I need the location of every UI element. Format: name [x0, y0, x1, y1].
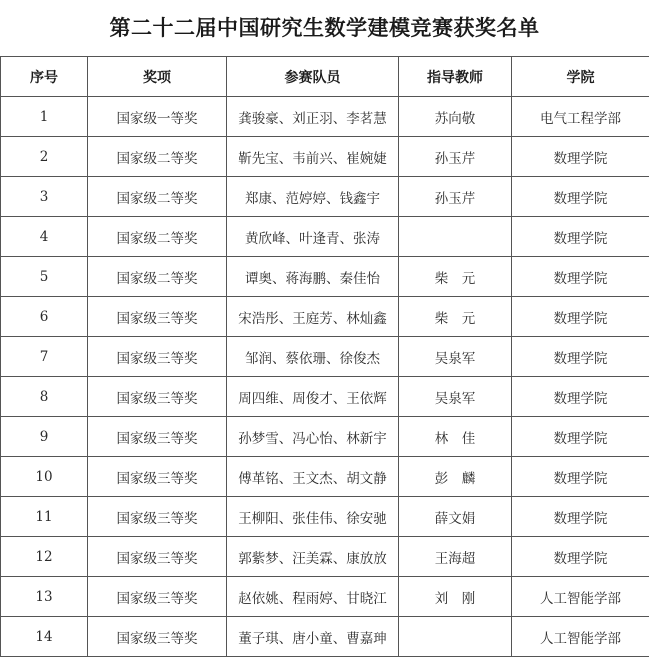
cell-school: 数理学院 — [512, 137, 649, 177]
cell-award: 国家级一等奖 — [88, 97, 227, 137]
cell-members: 龚骏豪、刘正羽、李茗慧 — [227, 97, 399, 137]
table-row — [1, 417, 649, 457]
cell-advisor — [399, 617, 512, 657]
cell-school: 数理学院 — [512, 537, 649, 577]
cell-no: 5 — [1, 257, 88, 297]
cell-members: 赵依姚、程雨婷、甘晓江 — [227, 577, 399, 617]
cell-advisor: 林 佳 — [399, 417, 512, 457]
cell-no: 14 — [1, 617, 88, 657]
header-school: 学院 — [512, 57, 649, 97]
cell-award: 国家级三等奖 — [88, 457, 227, 497]
cell-advisor — [399, 217, 512, 257]
cell-award: 国家级二等奖 — [88, 177, 227, 217]
cell-advisor: 孙玉芹 — [399, 177, 512, 217]
cell-members: 孙梦雪、冯心怡、林新宇 — [227, 417, 399, 457]
table-row — [1, 137, 649, 177]
table-row — [1, 537, 649, 577]
table-row — [1, 97, 649, 137]
table-row — [1, 337, 649, 377]
cell-award: 国家级三等奖 — [88, 297, 227, 337]
cell-advisor: 吴泉军 — [399, 337, 512, 377]
cell-advisor: 苏向敬 — [399, 97, 512, 137]
cell-advisor: 柴 元 — [399, 257, 512, 297]
cell-advisor: 彭 麟 — [399, 457, 512, 497]
cell-no: 3 — [1, 177, 88, 217]
cell-no: 12 — [1, 537, 88, 577]
cell-no: 1 — [1, 97, 88, 137]
cell-school: 数理学院 — [512, 257, 649, 297]
header-members: 参赛队员 — [227, 57, 399, 97]
cell-members: 傅革铭、王文杰、胡文静 — [227, 457, 399, 497]
table-row — [1, 177, 649, 217]
cell-members: 宋浩彤、王庭芳、林灿鑫 — [227, 297, 399, 337]
table-row — [1, 577, 649, 617]
cell-advisor: 孙玉芹 — [399, 137, 512, 177]
document-title: 第二十二届中国研究生数学建模竞赛获奖名单 — [109, 15, 540, 40]
cell-school: 数理学院 — [512, 297, 649, 337]
table-row — [1, 257, 649, 297]
cell-no: 10 — [1, 457, 88, 497]
cell-members: 黄欣峰、叶逢青、张涛 — [227, 217, 399, 257]
cell-school: 数理学院 — [512, 337, 649, 377]
cell-award: 国家级三等奖 — [88, 337, 227, 377]
cell-award: 国家级二等奖 — [88, 137, 227, 177]
cell-advisor: 吴泉军 — [399, 377, 512, 417]
cell-award: 国家级三等奖 — [88, 497, 227, 537]
cell-members: 谭奥、蒋海鹏、秦佳怡 — [227, 257, 399, 297]
cell-members: 郑康、范婷婷、钱鑫宇 — [227, 177, 399, 217]
cell-school: 数理学院 — [512, 497, 649, 537]
cell-school: 数理学院 — [512, 417, 649, 457]
cell-no: 11 — [1, 497, 88, 537]
cell-advisor: 柴 元 — [399, 297, 512, 337]
cell-award: 国家级二等奖 — [88, 257, 227, 297]
cell-members: 王柳阳、张佳伟、徐安驰 — [227, 497, 399, 537]
header-award: 奖项 — [88, 57, 227, 97]
cell-award: 国家级二等奖 — [88, 217, 227, 257]
header-advisor: 指导教师 — [399, 57, 512, 97]
cell-school: 电气工程学部 — [512, 97, 649, 137]
header-no: 序号 — [1, 57, 88, 97]
cell-advisor: 刘 刚 — [399, 577, 512, 617]
cell-no: 8 — [1, 377, 88, 417]
cell-award: 国家级三等奖 — [88, 577, 227, 617]
table-header-row — [1, 57, 649, 97]
cell-school: 人工智能学部 — [512, 617, 649, 657]
cell-advisor: 王海超 — [399, 537, 512, 577]
cell-school: 数理学院 — [512, 457, 649, 497]
cell-award: 国家级三等奖 — [88, 537, 227, 577]
cell-members: 靳先宝、韦前兴、崔婉婕 — [227, 137, 399, 177]
cell-no: 9 — [1, 417, 88, 457]
cell-no: 4 — [1, 217, 88, 257]
cell-members: 郭紫梦、汪美霖、康放放 — [227, 537, 399, 577]
table-row — [1, 497, 649, 537]
cell-school: 数理学院 — [512, 177, 649, 217]
cell-no: 13 — [1, 577, 88, 617]
cell-school: 人工智能学部 — [512, 577, 649, 617]
cell-award: 国家级三等奖 — [88, 617, 227, 657]
cell-school: 数理学院 — [512, 377, 649, 417]
table-row — [1, 617, 649, 657]
table-row — [1, 217, 649, 257]
awards-table — [0, 56, 649, 657]
cell-no: 6 — [1, 297, 88, 337]
cell-members: 周四维、周俊才、王依辉 — [227, 377, 399, 417]
cell-award: 国家级三等奖 — [88, 377, 227, 417]
table-row — [1, 457, 649, 497]
cell-no: 2 — [1, 137, 88, 177]
cell-no: 7 — [1, 337, 88, 377]
cell-school: 数理学院 — [512, 217, 649, 257]
cell-advisor: 薛文娟 — [399, 497, 512, 537]
cell-award: 国家级三等奖 — [88, 417, 227, 457]
cell-members: 董子琪、唐小童、曹嘉珅 — [227, 617, 399, 657]
cell-members: 邹润、蔡依珊、徐俊杰 — [227, 337, 399, 377]
table-row — [1, 377, 649, 417]
table-row — [1, 297, 649, 337]
